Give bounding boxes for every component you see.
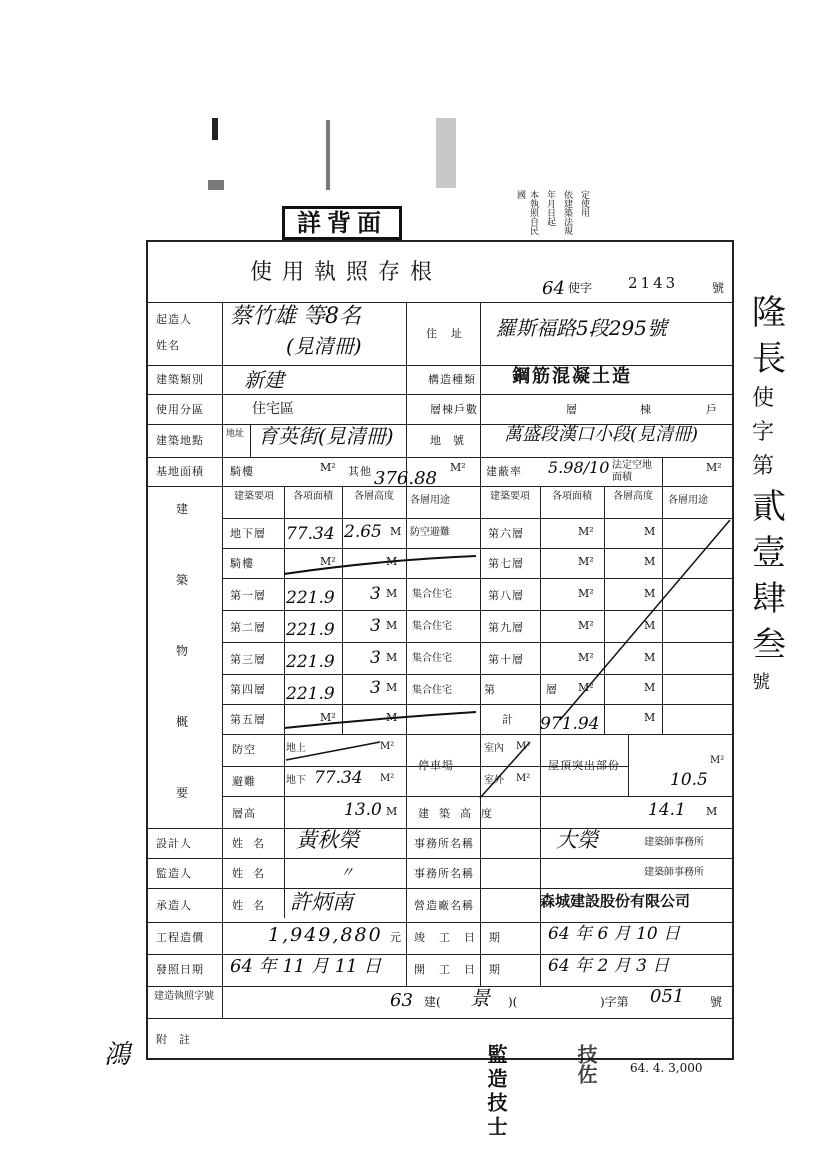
seal-2: 技佐 (574, 1044, 598, 1084)
owner-name-label: 姓名 (156, 339, 180, 352)
site-sublabel: 地址 (226, 429, 245, 439)
completion-label: 竣工日期 (414, 931, 514, 944)
cost-value: 1,949,880 (268, 924, 383, 946)
floor-height-total: 13.0 (344, 800, 382, 820)
building-height: 14.1 (648, 800, 686, 820)
floor-area: 221.9 (286, 620, 335, 640)
supervisor-name-label: 姓名 (232, 867, 274, 880)
open-space-label: 法定空地面積 (612, 460, 652, 483)
floor-height-unit: M (390, 525, 402, 538)
floors-unit: 層 (566, 403, 578, 416)
floor-height-total-unit: M (386, 805, 398, 818)
indoor-label: 室內 (484, 743, 504, 754)
coverage-label: 建蔽率 (486, 465, 522, 478)
floor-height-unit: M (386, 681, 398, 694)
floor-height: 3 (370, 616, 381, 636)
designer-name: 黃秋榮 (296, 828, 359, 852)
license-mid: 使字 (568, 281, 593, 295)
floor-height: 3 (370, 678, 381, 698)
open-space-unit: M² (706, 461, 722, 474)
floor-name-right: 第十層 (488, 653, 524, 666)
floor-height: 2.65 (344, 522, 382, 542)
start-label: 開工日期 (414, 963, 514, 976)
above-unit: M² (380, 741, 395, 752)
license-number: 2143 (628, 274, 679, 292)
cost-unit: 元 (390, 931, 401, 944)
floor-name-right: 第九層 (488, 621, 524, 634)
floor-height-unit: M (386, 651, 398, 664)
col-header: 建築要項 (490, 491, 530, 502)
floor-height-unit: M (386, 555, 398, 568)
owner-address: 羅斯福路5段295號 (496, 316, 667, 340)
floor-name: 地下層 (230, 527, 266, 540)
floor-area: 77.34 (286, 524, 335, 544)
site-label: 建築地點 (156, 434, 204, 447)
floor-height: 3 (370, 648, 381, 668)
roof-value: 10.5 (670, 770, 708, 790)
units-unit: 戶 (706, 403, 718, 416)
license-suffix: 號 (712, 281, 725, 295)
unit: M (644, 711, 656, 724)
structure-type: 鋼筋混凝土造 (512, 366, 632, 387)
unit: M (644, 651, 656, 664)
unit: M² (578, 555, 594, 568)
shelter-label-2: 避難 (232, 775, 256, 788)
total-label: 計 (502, 713, 514, 726)
floor-use: 防空避難 (410, 527, 450, 538)
margin-mark: 鴻 (104, 1040, 131, 1070)
contractor-name-label: 姓名 (232, 899, 274, 912)
print-mark: 64. 4. 3,000 (630, 1061, 703, 1075)
other-unit: M² (450, 461, 466, 474)
above-label: 地上 (286, 743, 306, 754)
floor-name: 第三層 (230, 653, 266, 666)
permit-mid: 建( (424, 995, 441, 1009)
below-label: 地下 (286, 775, 306, 786)
indoor-unit: M² (516, 741, 531, 752)
contractor-label: 承造人 (156, 899, 192, 912)
supervisor-name: 〃 (340, 865, 354, 881)
permit-label: 建造執照字號 (154, 991, 214, 1002)
address-label: 住址 (426, 327, 476, 340)
floor-name-right: 第八層 (488, 589, 524, 602)
lot-number: 萬盛段漢口小段(見清冊) (504, 424, 699, 445)
parking-label: 停車場 (418, 759, 454, 772)
floor-name: 第五層 (230, 713, 266, 726)
col-header: 建築要項 (234, 491, 274, 502)
unit: M² (578, 651, 594, 664)
arcade-label: 騎樓 (230, 465, 254, 478)
contractor-company: 森城建設股份有限公司 (540, 892, 691, 910)
floor-name: 第四層 (230, 683, 266, 696)
zoning-label: 使用分區 (156, 403, 204, 416)
floor-name: 第二層 (230, 621, 266, 634)
floor-use: 集合住宅 (412, 589, 452, 600)
outdoor-label: 室外 (484, 775, 504, 786)
shelter-label: 防空 (232, 743, 256, 756)
floor-height-unit: M (386, 619, 398, 632)
permit-suffix: 號 (710, 995, 723, 1009)
zoning: 住宅區 (252, 401, 294, 417)
note-label: 附註 (156, 1033, 202, 1046)
building-height-unit: M (706, 805, 718, 818)
coverage: 5.98/10 (548, 458, 610, 477)
owner-name-note: (見清冊) (286, 334, 362, 358)
blocks-unit: 棟 (640, 403, 652, 416)
building-height-label: 建築高度 (418, 807, 502, 820)
arcade-unit: M² (320, 461, 336, 474)
unit: M² (578, 619, 594, 632)
designer-name-label: 姓名 (232, 837, 274, 850)
floor-area: 221.9 (286, 652, 335, 672)
unit: M (644, 587, 656, 600)
contractor-company-label: 營造廠名稱 (414, 899, 474, 912)
col-header: 各層用途 (410, 495, 450, 506)
floor-name: 第一層 (230, 589, 266, 602)
permit-tail: )字第 (600, 995, 629, 1009)
floor-use: 集合住宅 (412, 621, 452, 632)
permit-year: 63 (390, 990, 413, 1011)
completion-date: 64 年 6 月 10 日 (548, 924, 681, 944)
issue-label: 發照日期 (156, 963, 204, 976)
lot-label: 地號 (430, 434, 476, 447)
col-header: 各層高度 (613, 491, 653, 502)
unit: M² (578, 587, 594, 600)
seal-1: 監造技士 (484, 1044, 508, 1140)
unit: M (644, 555, 656, 568)
col-header: 各層高度 (354, 491, 394, 502)
form-title: 使用執照存根 (250, 260, 443, 285)
structure-label: 構造種類 (428, 373, 476, 386)
permit-char: 景 (470, 986, 490, 1010)
outdoor-unit: M² (516, 773, 531, 784)
building-type-label: 建築類別 (156, 373, 204, 386)
unit: M (644, 619, 656, 632)
floor-height-unit: M (386, 587, 398, 600)
floor-use: 集合住宅 (412, 685, 452, 696)
floor-height: 3 (370, 584, 381, 604)
designer-office-label: 事務所名稱 (414, 837, 474, 850)
contractor-name: 許炳南 (290, 890, 353, 914)
license-prefix: 64 (542, 278, 565, 299)
permit-number: 051 (650, 986, 685, 1007)
floor-area-unit: M² (320, 711, 336, 724)
col-header: 各層用途 (668, 495, 708, 506)
designer-label: 設計人 (156, 837, 192, 850)
floor-height-label: 層高 (232, 807, 256, 820)
unit: M² (578, 525, 594, 538)
below-unit: M² (380, 773, 395, 784)
building-type: 新建 (244, 368, 284, 392)
roof-label: 屋頂突出部份 (548, 759, 620, 772)
below-area: 77.34 (314, 768, 363, 788)
right-margin-column: 隆 長 使 字 第 貳 壹 肆 叁 號 (752, 293, 786, 693)
roof-unit: M² (710, 755, 725, 766)
site-area-label: 基地面積 (156, 465, 204, 478)
unit: M (644, 681, 656, 694)
total-area: 971.94 (540, 714, 600, 734)
supervisor-office-tail: 建築師事務所 (644, 867, 704, 878)
owner-label: 起造人 (156, 313, 192, 326)
floor-name-right: 第七層 (488, 557, 524, 570)
floors-label: 層棟戶數 (430, 403, 478, 416)
floor-area-unit: M² (320, 555, 336, 568)
floor-name-right: 第 層 (484, 683, 577, 696)
col-header: 各項面積 (552, 491, 592, 502)
floor-name-right: 第六層 (488, 527, 524, 540)
owner-name: 蔡竹雄 等8名 (230, 304, 361, 329)
other-label: 其他 (348, 465, 372, 478)
col-header: 各項面積 (293, 491, 333, 502)
floor-name: 騎樓 (230, 557, 254, 570)
floor-area: 221.9 (286, 588, 335, 608)
side-note: 本執照自民國 年月日起 依建築法規 定使用 (515, 190, 589, 235)
floor-height-unit: M (386, 711, 398, 724)
designer-office: 大榮 (556, 828, 598, 852)
cost-label: 工程造價 (156, 931, 204, 944)
supervisor-label: 監造人 (156, 867, 192, 880)
unit: M (644, 525, 656, 538)
designer-office-tail: 建築師事務所 (644, 837, 704, 848)
floor-area: 221.9 (286, 684, 335, 704)
unit: M² (578, 681, 594, 694)
detail-back-stamp: 詳背面 (282, 206, 402, 240)
supervisor-office-label: 事務所名稱 (414, 867, 474, 880)
permit-end: )( (508, 995, 518, 1009)
other-area: 376.88 (374, 468, 437, 489)
site-address: 育英街(見清冊) (258, 424, 394, 448)
building-side-label: 建 築 物 概 要 (176, 502, 189, 800)
start-date: 64 年 2 月 3 日 (548, 956, 670, 976)
issue-date: 64 年 11 月 11 日 (230, 956, 382, 977)
floor-use: 集合住宅 (412, 653, 452, 664)
